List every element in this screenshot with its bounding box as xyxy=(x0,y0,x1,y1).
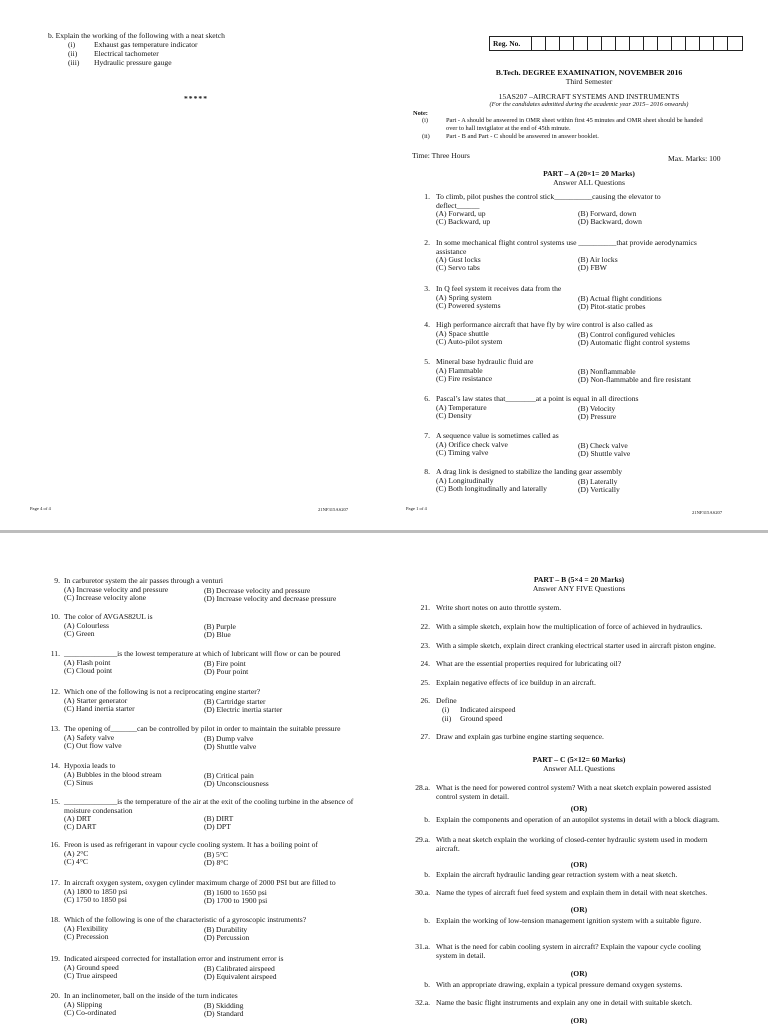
question-text: system in detail. xyxy=(436,951,486,960)
reg-cell xyxy=(546,37,560,50)
question-number: 3. xyxy=(424,284,430,293)
semester: Third Semester xyxy=(565,77,613,86)
question-number: 8. xyxy=(424,467,430,476)
question-text: Draw and explain gas turbine engine starting sequence. xyxy=(436,732,604,741)
option-d: (D) Electric inertia starter xyxy=(204,705,283,714)
option-d: (D) Non-flammable and fire resistant xyxy=(578,375,692,384)
note-i-num: (i) xyxy=(422,117,429,124)
exam-time: Time: Three Hours xyxy=(412,151,470,160)
or-separator: (OR) xyxy=(570,860,588,869)
note-label: Note: xyxy=(413,110,428,117)
question-number: 21. xyxy=(420,603,430,612)
option-a: (A) Spring system xyxy=(436,292,492,302)
part-a-title: PART – A (20×1= 20 Marks) xyxy=(543,169,635,178)
question-text: Explain the aircraft hydraulic landing gear retraction system with a neat sketch. xyxy=(436,870,678,879)
item-text: Exhaust gas temperature indicator xyxy=(94,40,198,49)
option-d: (D) Standard xyxy=(204,1009,244,1018)
or-separator: (OR) xyxy=(570,804,588,813)
question-number: 29.a. xyxy=(415,835,430,844)
page-4-of-4 xyxy=(0,0,384,530)
question-text-continued: moisture condensation xyxy=(64,805,133,815)
question-number: 30.a. xyxy=(415,888,430,897)
question-number: 2. xyxy=(424,238,430,247)
question-text: Which of the following is one of the characteristic of a gyroscopic instruments? xyxy=(64,915,307,924)
option-a: (A) Safety valve xyxy=(64,732,115,742)
question-number: 17. xyxy=(50,878,60,887)
option-d: (D) 8°C xyxy=(204,858,229,867)
question-text: Pascal’s law states that________at a point is equal in all directions xyxy=(436,394,639,403)
option-b: (B) DIRT xyxy=(204,813,234,823)
item-text: Electrical tachometer xyxy=(94,49,159,58)
note-i: Part - A should be answered in OMR sheet within first 45 minutes and OMR sheet should be handed xyxy=(446,117,703,124)
option-c: (C) Out flow valve xyxy=(64,740,122,750)
question-text: Explain the components and operation of an autopilot systems in detail with a block diagram. xyxy=(436,815,720,824)
option-a: (A) Temperature xyxy=(436,402,487,412)
question-number: 18. xyxy=(50,915,60,924)
question-text: With a simple sketch, explain direct cranking electrical starter used in aircraft piston engine. xyxy=(436,641,716,650)
option-b: (B) Air locks xyxy=(578,254,618,264)
define-item-num: (ii) xyxy=(442,714,452,723)
question-text: What is the need for powered control system? With a neat sketch explain powered assisted xyxy=(436,783,711,792)
note-ii-num: (ii) xyxy=(422,133,430,140)
option-d: (D) DPT xyxy=(204,821,231,831)
reg-cell xyxy=(616,37,630,50)
option-b: (B) Actual flight conditions xyxy=(578,294,662,303)
question-number: 25. xyxy=(420,678,430,687)
option-a: (A) Flash point xyxy=(64,657,111,667)
option-b: (B) Purple xyxy=(204,622,236,631)
part-a-subtitle: Answer ALL Questions xyxy=(553,178,625,187)
question-text: With a simple sketch, explain how the multiplication of force of achieved in hydraulics. xyxy=(436,622,703,631)
question-number: 28.a. xyxy=(415,783,430,792)
option-a: (A) Colourless xyxy=(64,620,109,630)
option-b: (B) Nonflammable xyxy=(578,367,636,376)
option-d: (D) Percussion xyxy=(204,933,250,942)
note-i-cont: over to hall invigilator at the end of 45th minute. xyxy=(446,125,571,132)
reg-cell xyxy=(560,37,574,50)
exam-title: B.Tech. DEGREE EXAMINATION, NOVEMBER 2016 xyxy=(495,68,683,77)
question-number: 1. xyxy=(424,192,430,201)
question-number: 11. xyxy=(50,649,60,658)
option-d: (D) FBW xyxy=(578,262,607,272)
option-b: (B) Forward, down xyxy=(578,208,637,218)
question-text: Explain negative effects of ice buildup in an aircraft. xyxy=(436,678,596,687)
question-number: 22. xyxy=(420,622,430,631)
option-c: (C) 4°C xyxy=(64,856,88,866)
option-a: (A) Bubbles in the blood stream xyxy=(64,769,162,779)
question-text: To climb, pilot pushes the control stick__________causing the elevator to xyxy=(436,192,661,201)
max-marks: Max. Marks: 100 xyxy=(668,154,721,163)
option-c: (C) Cloud point xyxy=(64,665,113,675)
admitted-note: (For the candidates admitted during the academic year 2015– 2016 onwards) xyxy=(489,101,689,108)
question-text: In an inclinometer, ball on the inside of the turn indicates xyxy=(64,991,238,1000)
option-c: (C) Backward, up xyxy=(436,216,491,226)
option-c: (C) Precession xyxy=(64,931,109,941)
page-3-of-4 xyxy=(384,533,768,1024)
question-text: Which one of the following is not a reciprocating engine starter? xyxy=(64,687,261,696)
footer-code: 21NF315AS207 xyxy=(318,507,349,512)
option-d: (D) Unconsciousness xyxy=(204,779,269,788)
reg-cell xyxy=(630,37,644,50)
page-1-of-4 xyxy=(384,0,768,530)
option-d: (D) Increase velocity and decrease pressure xyxy=(204,594,337,603)
course-title: 15AS207 –AIRCRAFT SYSTEMS AND INSTRUMENTS xyxy=(498,92,680,101)
option-b: (B) Critical pain xyxy=(204,771,254,780)
question-text: In aircraft oxygen system, oxygen cylinder maximum charge of 2000 PSI but are filled to xyxy=(64,878,336,887)
question-b-title: b. Explain the working of the following with a neat sketch xyxy=(48,31,225,40)
question-text: What is the need for cabin cooling system in aircraft? Explain the vapour cycle cooling xyxy=(436,942,701,951)
question-text: Write short notes on auto throttle system. xyxy=(436,603,562,612)
option-a: (A) Flexibility xyxy=(64,923,109,933)
question-text: Mineral base hydraulic fluid are xyxy=(436,357,534,366)
question-number: 14. xyxy=(50,761,60,770)
question-number: 24. xyxy=(420,659,430,668)
option-d: (D) Pour point xyxy=(204,667,249,676)
question-text: The opening of_______can be controlled by pilot in order to maintain the suitable pressure xyxy=(64,724,341,733)
question-text: High performance aircraft that have fly by wire control is also called as xyxy=(436,320,653,329)
question-number: 20. xyxy=(50,991,60,1000)
option-a: (A) Longitudinally xyxy=(436,475,494,485)
question-number: 13. xyxy=(50,724,60,733)
define-item-num: (i) xyxy=(442,705,450,714)
question-number: 9. xyxy=(54,576,60,585)
question-text: Explain the working of low-tension management ignition system with a suitable figure. xyxy=(436,916,702,925)
option-b: (B) Decrease velocity and pressure xyxy=(204,586,311,595)
define-item: Ground speed xyxy=(460,714,503,723)
option-a: (A) DRT xyxy=(64,813,92,823)
option-c: (C) Hand inertia starter xyxy=(64,703,135,713)
question-number: 12. xyxy=(50,687,60,696)
item-num: (i) xyxy=(68,40,76,49)
part-b-subtitle: Answer ANY FIVE Questions xyxy=(532,584,626,593)
question-number: 31.a. xyxy=(415,942,430,951)
question-text: Define xyxy=(436,696,457,705)
part-c-title: PART – C (5×12= 60 Marks) xyxy=(532,755,626,764)
option-a: (A) Gust locks xyxy=(436,254,481,264)
option-d: (D) Backward, down xyxy=(578,216,642,226)
or-separator: (OR) xyxy=(570,905,588,914)
footer-page-number: Page 1 of 4 xyxy=(406,506,427,511)
option-b: (B) Check valve xyxy=(578,441,628,450)
option-a: (A) Increase velocity and pressure xyxy=(64,584,169,594)
item-text: Hydraulic pressure gauge xyxy=(94,58,172,67)
reg-cell xyxy=(700,37,714,50)
reg-cell xyxy=(574,37,588,50)
question-text: ______________is the temperature of the air at the exit of the cooling turbine in the absence of xyxy=(64,797,354,806)
question-text: In carburetor system the air passes through a venturi xyxy=(64,576,223,585)
option-b: (B) Calibrated airspeed xyxy=(204,964,275,973)
option-d: (D) Pitot-static probes xyxy=(578,302,646,311)
footer-code: 21NF315AS207 xyxy=(692,510,723,515)
question-text-continued: deflect______ xyxy=(436,200,480,210)
option-a: (A) Starter generator xyxy=(64,695,128,705)
question-text: The color of AVGAS82UL is xyxy=(64,612,153,621)
option-b: (B) Fire point xyxy=(204,659,246,668)
option-d: (D) Equivalent airspeed xyxy=(204,972,277,981)
option-c: (C) Both longitudinally and laterally xyxy=(436,483,547,493)
footer-page-number: Page 4 of 4 xyxy=(30,506,51,511)
option-d: (D) Shuttle valve xyxy=(204,742,257,751)
option-b: (B) Control configured vehicles xyxy=(578,330,675,339)
question-number: 27. xyxy=(420,732,430,741)
item-num: (iii) xyxy=(68,58,80,67)
question-number: 32.a. xyxy=(415,998,430,1007)
question-text: aircraft. xyxy=(436,844,460,853)
question-text: In Q feel system it receives data from the xyxy=(436,284,562,293)
question-number: 26. xyxy=(420,696,430,705)
reg-cell xyxy=(602,37,616,50)
option-b: (B) Skidding xyxy=(204,1001,244,1010)
option-a: (A) 2°C xyxy=(64,848,89,858)
option-a: (A) Forward, up xyxy=(436,208,486,218)
reg-cell xyxy=(728,37,742,50)
option-a: (A) Space shuttle xyxy=(436,328,489,338)
question-text: With an appropriate drawing, explain a typical pressure demand oxygen systems. xyxy=(436,980,683,989)
or-separator: (OR) xyxy=(570,1016,588,1024)
option-d: (D) Pressure xyxy=(578,412,617,421)
option-d: (D) 1700 to 1900 psi xyxy=(204,896,268,905)
question-text: In some mechanical flight control systems use __________that provide aerodynamics xyxy=(436,238,697,247)
question-text: Name the basic flight instruments and explain any one in detail with suitable sketch. xyxy=(436,998,693,1007)
option-c: (C) Sinus xyxy=(64,777,93,787)
option-c: (C) DART xyxy=(64,821,97,831)
question-text: What are the essential properties required for lubricating oil? xyxy=(436,659,622,668)
question-text: control system in detail. xyxy=(436,792,509,801)
question-number: b. xyxy=(424,916,430,925)
question-text: Indicated airspeed corrected for installation error and instrument error is xyxy=(64,954,284,963)
note-ii: Part - B and Part - C should be answered in answer booklet. xyxy=(446,133,599,140)
reg-cell xyxy=(644,37,658,50)
option-c: (C) Co-ordinated xyxy=(64,1007,117,1017)
option-a: (A) Orifice check valve xyxy=(436,439,508,449)
question-number: 4. xyxy=(424,320,430,329)
reg-no-box xyxy=(489,36,743,51)
reg-cell xyxy=(588,37,602,50)
option-c: (C) Auto-pilot system xyxy=(436,336,503,346)
reg-cell xyxy=(686,37,700,50)
question-number: b. xyxy=(424,870,430,879)
reg-cell xyxy=(658,37,672,50)
option-a: (A) 1800 to 1850 psi xyxy=(64,886,128,896)
reg-cell xyxy=(532,37,546,50)
item-num: (ii) xyxy=(68,49,78,58)
option-c: (C) Servo tabs xyxy=(436,262,480,272)
option-c: (C) Density xyxy=(436,410,472,420)
reg-no-label: Reg. No. xyxy=(490,37,532,50)
option-b: (B) Laterally xyxy=(578,477,618,486)
question-number: 15. xyxy=(50,797,60,806)
option-c: (C) 1750 to 1850 psi xyxy=(64,894,127,904)
option-a: (A) Slipping xyxy=(64,999,103,1009)
question-text: A drag link is designed to stabilize the landing gear assembly xyxy=(436,467,623,476)
question-text: A sequence value is sometimes called as xyxy=(436,431,559,440)
end-stars: ***** xyxy=(184,94,208,103)
option-b: (B) Cartridge starter xyxy=(204,697,266,706)
option-b: (B) 1600 to 1650 psi xyxy=(204,888,267,897)
option-c: (C) True airspeed xyxy=(64,970,118,980)
option-b: (B) 5°C xyxy=(204,850,228,859)
part-c-subtitle: Answer ALL Questions xyxy=(543,764,615,773)
option-a: (A) Flammable xyxy=(436,365,483,375)
part-b-title: PART – B (5×4 = 20 Marks) xyxy=(533,575,625,584)
or-separator: (OR) xyxy=(570,969,588,978)
option-b: (B) Durability xyxy=(204,925,248,934)
reg-cell xyxy=(714,37,728,50)
question-text: Hypoxia leads to xyxy=(64,761,116,770)
question-number: 6. xyxy=(424,394,430,403)
question-number: 19. xyxy=(50,954,60,963)
question-number: 7. xyxy=(424,431,430,440)
option-d: (D) Vertically xyxy=(578,485,620,494)
question-text: With a neat sketch explain the working of closed-center hydraulic system used in modern xyxy=(436,835,708,844)
option-c: (C) Green xyxy=(64,628,95,638)
question-text: Name the types of aircraft fuel feed system and explain them in detail with neat sketches. xyxy=(436,888,708,897)
question-number: b. xyxy=(424,815,430,824)
option-c: (C) Powered systems xyxy=(436,300,501,310)
define-item: Indicated airspeed xyxy=(460,705,516,714)
option-d: (D) Blue xyxy=(204,630,231,639)
option-c: (C) Increase velocity alone xyxy=(64,592,147,602)
question-text: ______________is the lowest temperature at which of lubricant will flow or can be poured xyxy=(64,649,341,658)
question-number: b. xyxy=(424,980,430,989)
question-number: 16. xyxy=(50,840,60,849)
option-c: (C) Fire resistance xyxy=(436,373,493,383)
option-b: (B) Dump valve xyxy=(204,734,254,743)
question-number: 5. xyxy=(424,357,430,366)
option-d: (D) Shuttle valve xyxy=(578,449,631,458)
question-number: 10. xyxy=(50,612,60,621)
page-2-of-4 xyxy=(0,533,384,1024)
option-b: (B) Velocity xyxy=(578,404,616,413)
option-c: (C) Timing valve xyxy=(436,447,489,457)
question-text-continued: assistance xyxy=(436,246,467,256)
option-a: (A) Ground speed xyxy=(64,962,119,972)
question-text: Freon is used as refrigerant in vapour cycle cooling system. It has a boiling point of xyxy=(64,840,318,849)
option-d: (D) Automatic flight control systems xyxy=(578,338,690,347)
reg-cell xyxy=(672,37,686,50)
question-number: 23. xyxy=(420,641,430,650)
